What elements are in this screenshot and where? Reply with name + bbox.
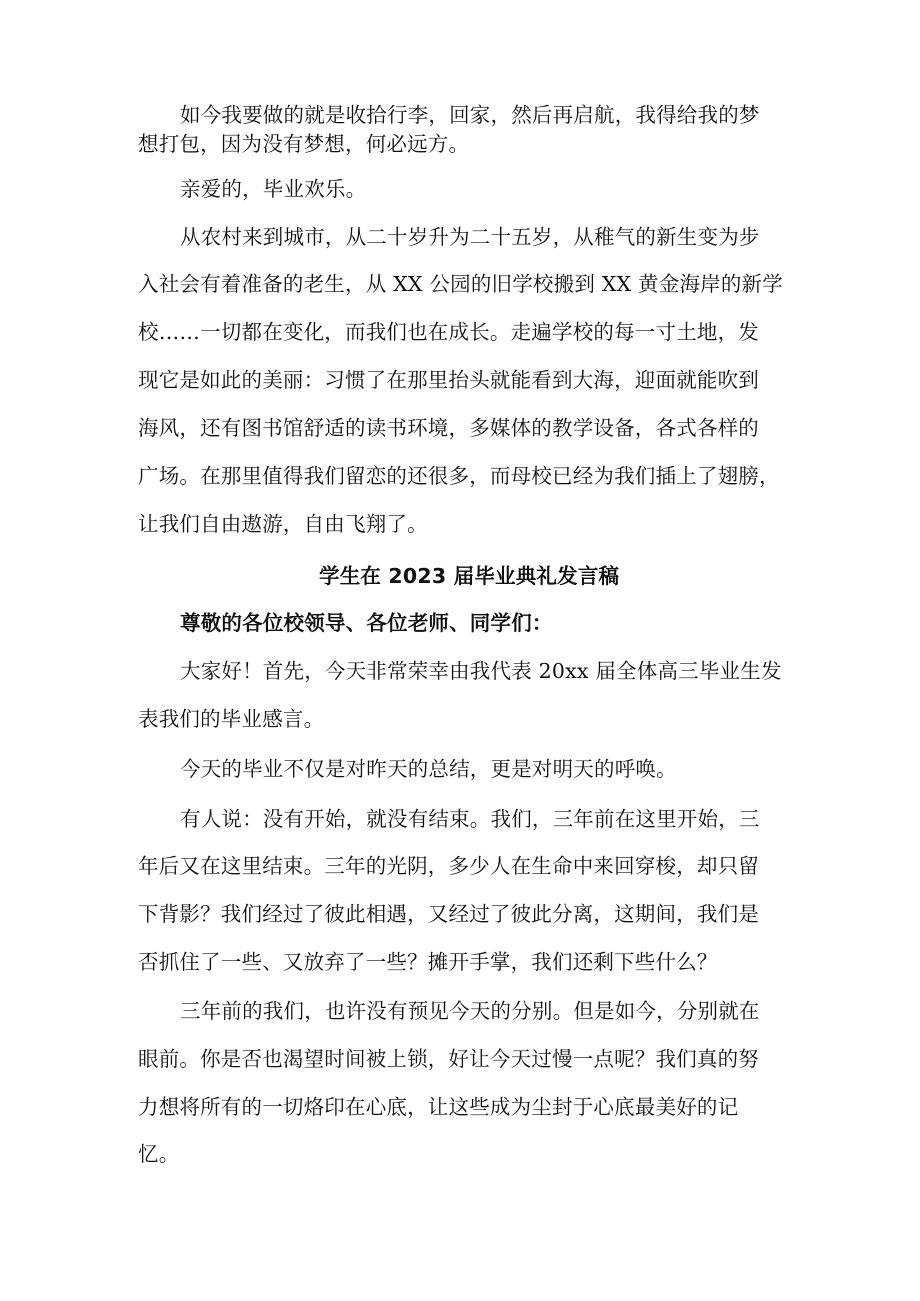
paragraph-line: 三年前的我们，也许没有预见今天的分别。但是如今，分别就在 xyxy=(180,999,760,1023)
paragraph-line: 现它是如此的美丽：习惯了在那里抬头就能看到大海，迎面就能吹到 xyxy=(138,368,759,392)
paragraph-line: 有人说：没有开始，就没有结束。我们，三年前在这里开始，三 xyxy=(180,807,760,831)
paragraph-line: 忆。 xyxy=(138,1142,180,1166)
paragraph-line: 年后又在这里结束。三年的光阴，多少人在生命中来回穿梭，却只留 xyxy=(138,854,759,878)
paragraph-line: 大家好！首先，今天非常荣幸由我代表 20xx 届全体高三毕业生发 xyxy=(180,659,782,683)
paragraph-line: 表我们的毕业感言。 xyxy=(138,707,325,731)
paragraph-line: 广场。在那里值得我们留恋的还很多，而母校已经为我们插上了翅膀， xyxy=(138,464,780,488)
paragraph-line: 想打包，因为没有梦想，何必远方。 xyxy=(138,132,470,156)
paragraph-line: 从农村来到城市，从二十岁升为二十五岁，从稚气的新生变为步 xyxy=(180,225,760,249)
paragraph-line: 下背影？我们经过了彼此相遇，又经过了彼此分离，这期间，我们是 xyxy=(138,902,759,926)
paragraph-line: 海风，还有图书馆舒适的读书环境，多媒体的教学设备，各式各样的 xyxy=(138,416,759,440)
paragraph-line: 校……一切都在变化，而我们也在成长。走遍学校的每一寸土地，发 xyxy=(138,320,759,344)
paragraph-line: 否抓住了一些、又放弃了一些？摊开手掌，我们还剩下些什么？ xyxy=(138,950,718,974)
salutation: 尊敬的各位校领导、各位老师、同学们： xyxy=(180,611,553,635)
paragraph-line: 力想将所有的一切烙印在心底，让这些成为尘封于心底最美好的记 xyxy=(138,1095,739,1119)
paragraph-line: 今天的毕业不仅是对昨天的总结，更是对明天的呼唤。 xyxy=(180,757,677,781)
paragraph-line: 眼前。你是否也渴望时间被上锁，好让今天过慢一点呢？我们真的努 xyxy=(138,1047,759,1071)
paragraph-line: 让我们自由遨游，自由飞翔了。 xyxy=(138,512,428,536)
paragraph-line: 亲爱的，毕业欢乐。 xyxy=(180,177,367,201)
paragraph-line: 如今我要做的就是收拾行李，回家，然后再启航，我得给我的梦 xyxy=(180,103,760,127)
document-title: 学生在 2023 届毕业典礼发言稿 xyxy=(319,564,620,588)
paragraph-line: 入社会有着准备的老生，从 XX 公园的旧学校搬到 XX 黄金海岸的新学 xyxy=(138,272,783,296)
